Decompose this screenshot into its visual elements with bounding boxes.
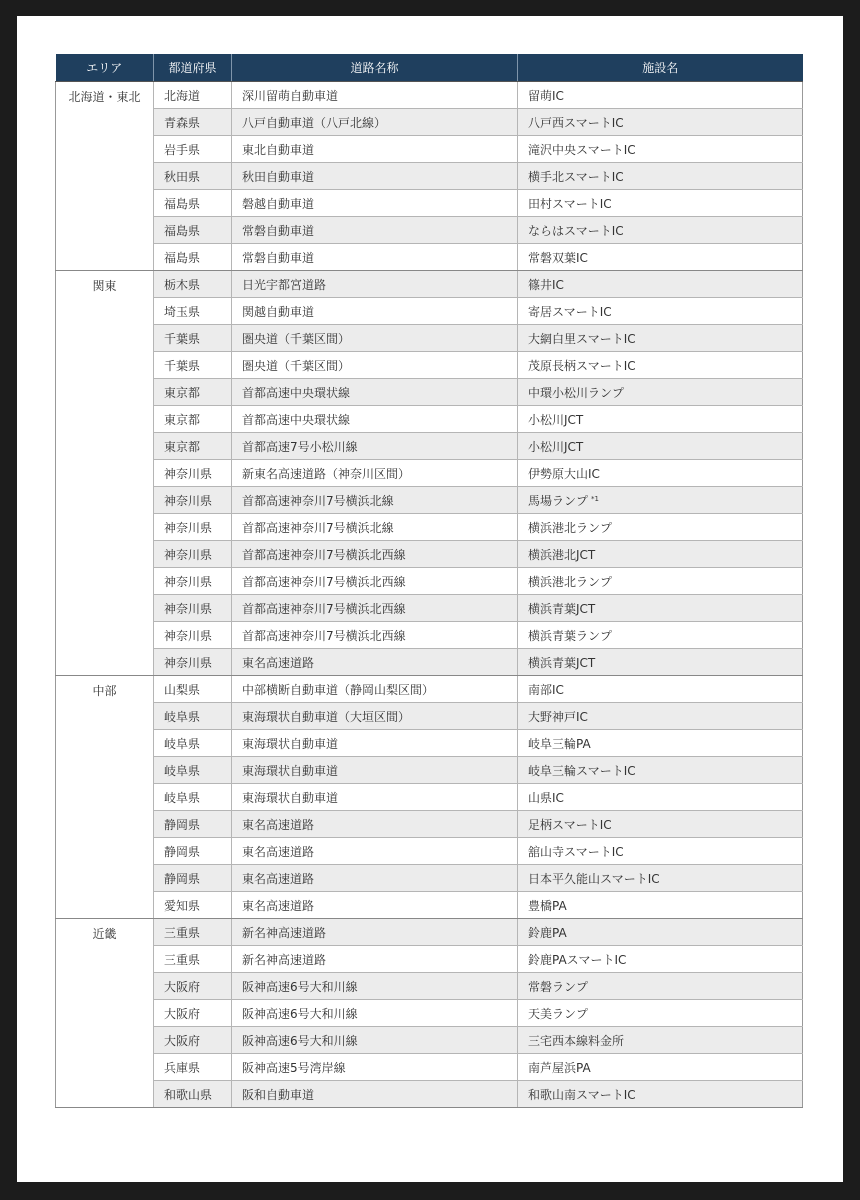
table-row <box>56 892 803 919</box>
road-name-cell: 常磐自動車道 <box>232 217 518 244</box>
facility-name-cell: 常磐双葉IC <box>518 244 803 271</box>
facility-name-cell: 和歌山南スマートIC <box>518 1081 803 1108</box>
facility-name-cell: 横浜港北JCT <box>518 541 803 568</box>
prefecture-cell: 秋田県 <box>154 163 232 190</box>
table-row <box>56 163 803 190</box>
prefecture-cell: 大阪府 <box>154 973 232 1000</box>
table-row <box>56 838 803 865</box>
facility-name-cell: 岐阜三輪スマートIC <box>518 757 803 784</box>
road-name-cell: 東海環状自動車道 <box>232 784 518 811</box>
road-name-cell: 首都高速神奈川7号横浜北西線 <box>232 541 518 568</box>
table-body <box>56 82 803 1108</box>
area-cell: 中部 <box>56 676 154 919</box>
table-header <box>56 54 803 82</box>
road-name-cell: 首都高速中央環状線 <box>232 406 518 433</box>
facility-name-cell <box>518 487 803 514</box>
road-name-cell: 首都高速神奈川7号横浜北線 <box>232 514 518 541</box>
facility-name-cell: 横浜青葉JCT <box>518 649 803 676</box>
road-name-cell: 日光宇都宮道路 <box>232 271 518 298</box>
road-name-cell: 東海環状自動車道 <box>232 757 518 784</box>
road-name-cell: 常磐自動車道 <box>232 244 518 271</box>
table-row <box>56 973 803 1000</box>
facility-name-cell: 中環小松川ランプ <box>518 379 803 406</box>
prefecture-cell: 岐阜県 <box>154 703 232 730</box>
facility-name-cell: 三宅西本線料金所 <box>518 1027 803 1054</box>
facility-name-cell: 小松川JCT <box>518 433 803 460</box>
road-name-cell: 首都高速神奈川7号横浜北西線 <box>232 568 518 595</box>
prefecture-cell: 神奈川県 <box>154 649 232 676</box>
table-row <box>56 379 803 406</box>
road-name-cell: 首都高速中央環状線 <box>232 379 518 406</box>
facility-name-cell: 横浜青葉ランプ <box>518 622 803 649</box>
prefecture-cell: 神奈川県 <box>154 487 232 514</box>
header-facility-name: 施設名 <box>518 54 803 82</box>
prefecture-cell: 神奈川県 <box>154 460 232 487</box>
road-name-cell: 八戸自動車道（八戸北線） <box>232 109 518 136</box>
prefecture-cell: 東京都 <box>154 379 232 406</box>
prefecture-cell: 三重県 <box>154 919 232 946</box>
table-row <box>56 190 803 217</box>
prefecture-cell: 愛知県 <box>154 892 232 919</box>
prefecture-cell: 岐阜県 <box>154 784 232 811</box>
table-row <box>56 703 803 730</box>
table-row <box>56 946 803 973</box>
road-name-cell: 東名高速道路 <box>232 892 518 919</box>
facility-name-cell: 常磐ランプ <box>518 973 803 1000</box>
facility-name-cell: 南芦屋浜PA <box>518 1054 803 1081</box>
table-row <box>56 784 803 811</box>
table-row <box>56 298 803 325</box>
facility-name-cell: 足柄スマートIC <box>518 811 803 838</box>
road-name-cell: 東海環状自動車道 <box>232 730 518 757</box>
facility-name-cell: 篠井IC <box>518 271 803 298</box>
prefecture-cell: 大阪府 <box>154 1027 232 1054</box>
road-name-cell: 阪神高速6号大和川線 <box>232 1000 518 1027</box>
header-area: エリア <box>56 54 154 82</box>
table-row <box>56 1000 803 1027</box>
table-row <box>56 109 803 136</box>
table-row <box>56 811 803 838</box>
road-name-cell: 圏央道（千葉区間） <box>232 325 518 352</box>
road-name-cell: 阪神高速6号大和川線 <box>232 1027 518 1054</box>
table-row <box>56 136 803 163</box>
facility-table <box>55 54 803 1108</box>
prefecture-cell: 岩手県 <box>154 136 232 163</box>
prefecture-cell: 神奈川県 <box>154 622 232 649</box>
table-row <box>56 757 803 784</box>
road-name-cell: 圏央道（千葉区間） <box>232 352 518 379</box>
table-row <box>56 541 803 568</box>
table-row <box>56 595 803 622</box>
header-row <box>56 54 803 82</box>
road-name-cell: 首都高速7号小松川線 <box>232 433 518 460</box>
table-row <box>56 244 803 271</box>
area-cell: 近畿 <box>56 919 154 1108</box>
road-name-cell: 首都高速神奈川7号横浜北西線 <box>232 622 518 649</box>
document-page <box>17 16 843 1182</box>
facility-name-cell: 豊橋PA <box>518 892 803 919</box>
prefecture-cell: 静岡県 <box>154 838 232 865</box>
road-name-cell: 磐越自動車道 <box>232 190 518 217</box>
prefecture-cell: 東京都 <box>154 433 232 460</box>
road-name-cell: 中部横断自動車道（静岡山梨区間） <box>232 676 518 703</box>
table-row <box>56 271 803 298</box>
facility-name-cell: 大野神戸IC <box>518 703 803 730</box>
prefecture-cell: 栃木県 <box>154 271 232 298</box>
road-name-cell: 阪神高速5号湾岸線 <box>232 1054 518 1081</box>
road-name-cell: 新名神高速道路 <box>232 946 518 973</box>
table-row <box>56 460 803 487</box>
prefecture-cell: 千葉県 <box>154 325 232 352</box>
prefecture-cell: 福島県 <box>154 190 232 217</box>
facility-name-cell: 留萌IC <box>518 82 803 109</box>
road-name-cell: 阪和自動車道 <box>232 1081 518 1108</box>
road-name-cell: 関越自動車道 <box>232 298 518 325</box>
prefecture-cell: 岐阜県 <box>154 730 232 757</box>
prefecture-cell: 兵庫県 <box>154 1054 232 1081</box>
prefecture-cell: 千葉県 <box>154 352 232 379</box>
road-name-cell: 新東名高速道路（神奈川区間） <box>232 460 518 487</box>
facility-name-cell: 南部IC <box>518 676 803 703</box>
prefecture-cell: 神奈川県 <box>154 568 232 595</box>
facility-name-cell: 茂原長柄スマートIC <box>518 352 803 379</box>
road-name-cell: 阪神高速6号大和川線 <box>232 973 518 1000</box>
road-name-cell: 東名高速道路 <box>232 649 518 676</box>
table-row <box>56 622 803 649</box>
facility-name-cell: 田村スマートIC <box>518 190 803 217</box>
prefecture-cell: 静岡県 <box>154 811 232 838</box>
facility-name-cell: 寄居スマートIC <box>518 298 803 325</box>
table-row <box>56 352 803 379</box>
facility-name-cell: 八戸西スマートIC <box>518 109 803 136</box>
prefecture-cell: 大阪府 <box>154 1000 232 1027</box>
prefecture-cell: 和歌山県 <box>154 1081 232 1108</box>
facility-name-cell: 大網白里スマートIC <box>518 325 803 352</box>
prefecture-cell: 東京都 <box>154 406 232 433</box>
prefecture-cell: 神奈川県 <box>154 541 232 568</box>
facility-name-cell: 鈴鹿PAスマートIC <box>518 946 803 973</box>
prefecture-cell: 埼玉県 <box>154 298 232 325</box>
table-row <box>56 865 803 892</box>
facility-name-cell: 舘山寺スマートIC <box>518 838 803 865</box>
facility-name-cell: 滝沢中央スマートIC <box>518 136 803 163</box>
prefecture-cell: 神奈川県 <box>154 514 232 541</box>
prefecture-cell: 静岡県 <box>154 865 232 892</box>
road-name-cell: 東名高速道路 <box>232 865 518 892</box>
road-name-cell: 首都高速神奈川7号横浜北西線 <box>232 595 518 622</box>
prefecture-cell: 福島県 <box>154 217 232 244</box>
table-row <box>56 433 803 460</box>
table-row <box>56 406 803 433</box>
facility-name-cell: 山県IC <box>518 784 803 811</box>
table-row <box>56 919 803 946</box>
header-prefecture: 都道府県 <box>154 54 232 82</box>
table-row <box>56 325 803 352</box>
table-row <box>56 1027 803 1054</box>
area-cell: 北海道・東北 <box>56 82 154 271</box>
facility-name-text: 馬場ランプ <box>528 493 589 508</box>
prefecture-cell: 三重県 <box>154 946 232 973</box>
facility-name-cell: ならはスマートIC <box>518 217 803 244</box>
facility-name-cell: 横浜港北ランプ <box>518 514 803 541</box>
table-row <box>56 730 803 757</box>
facility-name-cell: 日本平久能山スマートIC <box>518 865 803 892</box>
road-name-cell: 東名高速道路 <box>232 811 518 838</box>
table-row <box>56 649 803 676</box>
facility-name-cell: 横浜青葉JCT <box>518 595 803 622</box>
table-row <box>56 82 803 109</box>
prefecture-cell: 山梨県 <box>154 676 232 703</box>
table-row <box>56 487 803 514</box>
facility-name-cell: 小松川JCT <box>518 406 803 433</box>
facility-name-cell: 鈴鹿PA <box>518 919 803 946</box>
road-name-cell: 東名高速道路 <box>232 838 518 865</box>
road-name-cell: 秋田自動車道 <box>232 163 518 190</box>
prefecture-cell: 北海道 <box>154 82 232 109</box>
road-name-cell: 東北自動車道 <box>232 136 518 163</box>
header-road-name: 道路名称 <box>232 54 518 82</box>
table-row <box>56 676 803 703</box>
facility-name-cell: 横手北スマートIC <box>518 163 803 190</box>
footnote-marker: *1 <box>591 494 599 503</box>
facility-name-cell: 横浜港北ランプ <box>518 568 803 595</box>
table-row <box>56 217 803 244</box>
road-name-cell: 首都高速神奈川7号横浜北線 <box>232 487 518 514</box>
prefecture-cell: 岐阜県 <box>154 757 232 784</box>
table-row <box>56 514 803 541</box>
road-name-cell: 深川留萌自動車道 <box>232 82 518 109</box>
road-name-cell: 東海環状自動車道（大垣区間） <box>232 703 518 730</box>
table-row <box>56 1054 803 1081</box>
prefecture-cell: 神奈川県 <box>154 595 232 622</box>
road-name-cell: 新名神高速道路 <box>232 919 518 946</box>
table-row <box>56 568 803 595</box>
facility-name-cell: 岐阜三輪PA <box>518 730 803 757</box>
area-cell: 関東 <box>56 271 154 676</box>
facility-name-cell: 天美ランプ <box>518 1000 803 1027</box>
prefecture-cell: 青森県 <box>154 109 232 136</box>
table-row <box>56 1081 803 1108</box>
prefecture-cell: 福島県 <box>154 244 232 271</box>
facility-name-cell: 伊勢原大山IC <box>518 460 803 487</box>
